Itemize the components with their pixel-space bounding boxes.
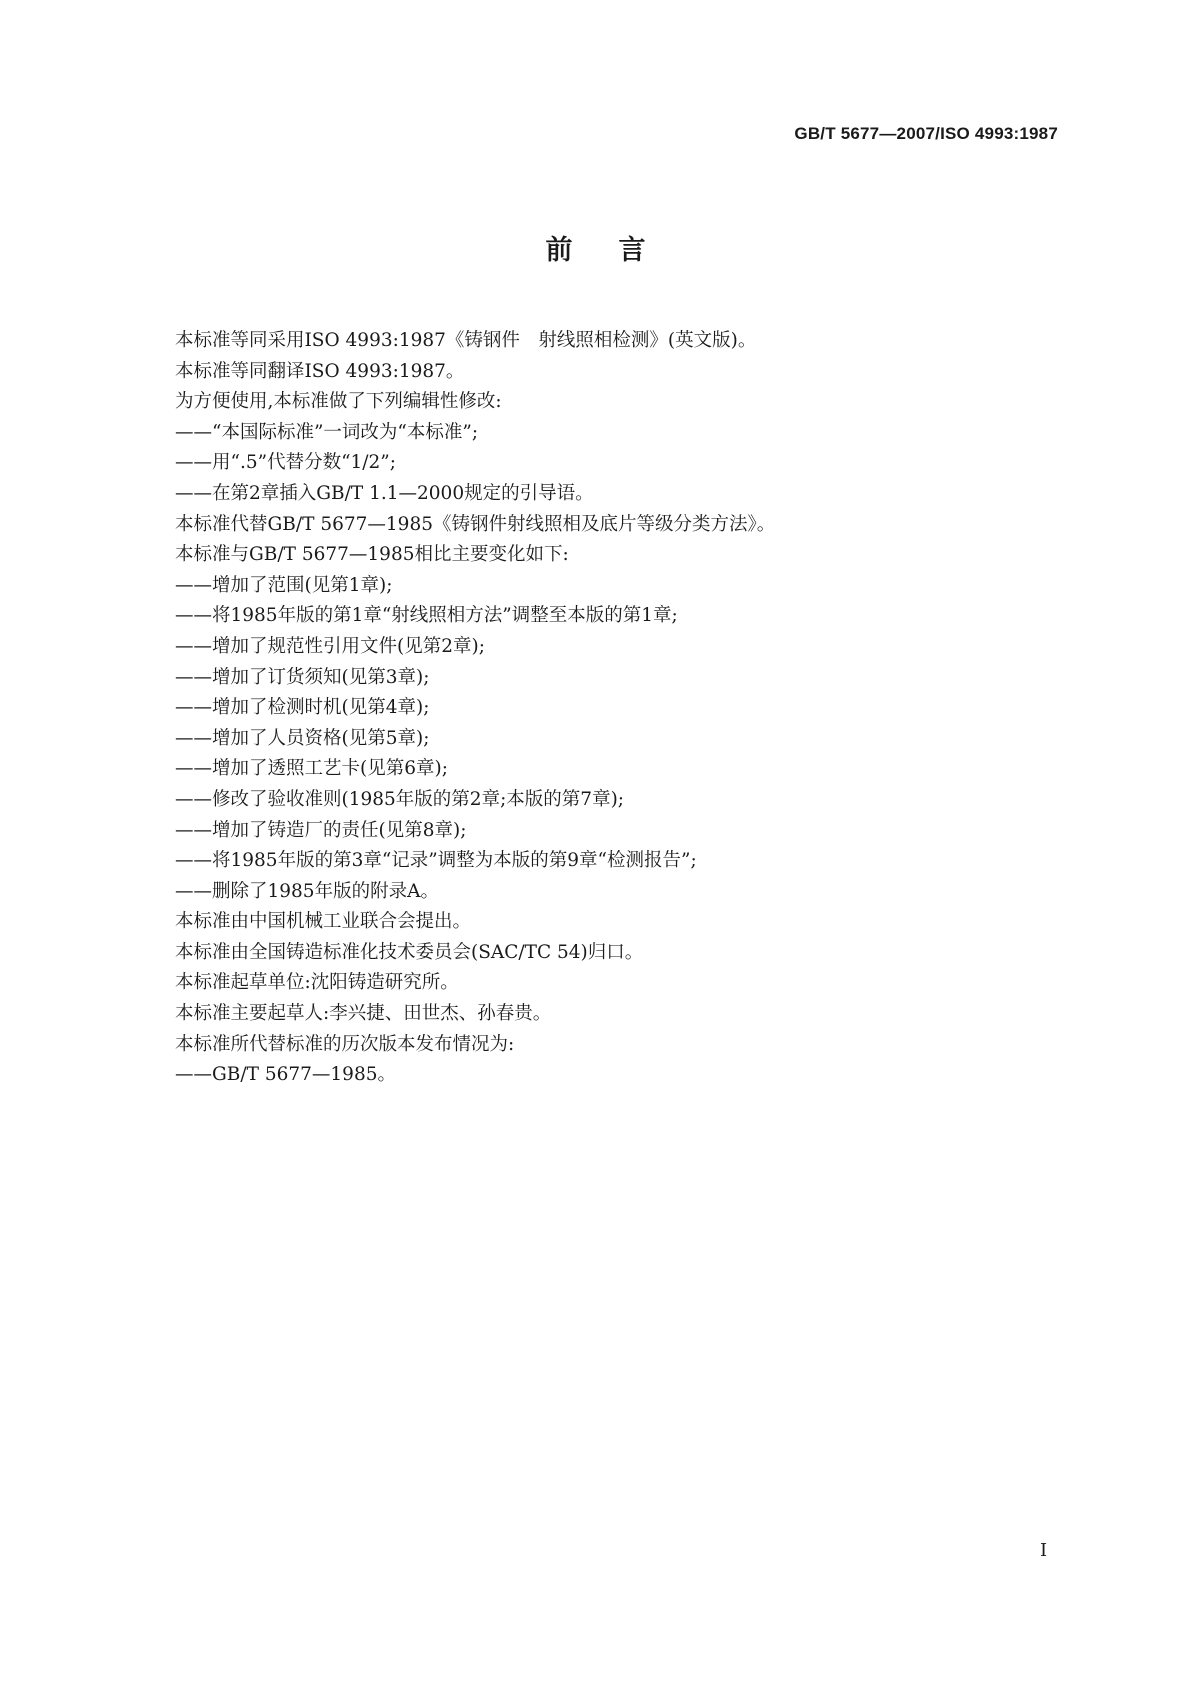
page-number: I [1040, 1540, 1048, 1561]
foreword-line: ——增加了铸造厂的责任(见第8章); [175, 819, 467, 841]
foreword-line: ——增加了订货须知(见第3章); [175, 666, 430, 688]
foreword-line: 本标准起草单位:沈阳铸造研究所。 [175, 972, 459, 994]
foreword-line: ——增加了透照工艺卡(见第6章); [175, 758, 448, 780]
foreword-line: ——增加了规范性引用文件(见第2章); [175, 635, 485, 657]
foreword-line: 本标准主要起草人:李兴捷、田世杰、孙春贵。 [175, 1003, 552, 1025]
foreword-line: ——删除了1985年版的附录A。 [175, 880, 439, 902]
foreword-line: ——修改了验收准则(1985年版的第2章;本版的第7章); [175, 788, 625, 810]
foreword-line: 本标准等同采用ISO 4993:1987《铸钢件 射线照相检测》(英文版)。 [175, 330, 757, 351]
standard-code-header: GB/T 5677—2007/ISO 4993:1987 [794, 124, 1058, 143]
foreword-line: ——增加了范围(见第1章); [175, 574, 393, 596]
foreword-line: 本标准由全国铸造标准化技术委员会(SAC/TC 54)归口。 [175, 941, 644, 963]
foreword-line: ——GB/T 5677—1985。 [175, 1064, 396, 1086]
foreword-line: 本标准所代替标准的历次版本发布情况为: [175, 1033, 515, 1055]
foreword-line: 本标准等同翻译ISO 4993:1987。 [175, 360, 465, 382]
foreword-line: ——增加了人员资格(见第5章); [175, 727, 430, 749]
foreword-line: ——增加了检测时机(见第4章); [175, 697, 430, 719]
foreword-line: ——用“.5”代替分数“1/2”; [175, 452, 396, 474]
foreword-line: ——将1985年版的第1章“射线照相方法”调整至本版的第1章; [175, 605, 678, 627]
foreword-body [175, 326, 1075, 1091]
foreword-line: 本标准由中国机械工业联合会提出。 [175, 911, 472, 933]
foreword-line: 为方便使用,本标准做了下列编辑性修改: [175, 391, 502, 413]
foreword-line: ——在第2章插入GB/T 1.1—2000规定的引导语。 [175, 482, 594, 504]
page-title: 前言 [545, 235, 692, 266]
foreword-line: ——将1985年版的第3章“记录”调整为本版的第9章“检测报告”; [175, 850, 697, 872]
foreword-line: ——“本国际标准”一词改为“本标准”; [175, 421, 479, 443]
foreword-line: 本标准代替GB/T 5677—1985《铸钢件射线照相及底片等级分类方法》。 [175, 513, 776, 535]
foreword-line: 本标准与GB/T 5677—1985相比主要变化如下: [175, 544, 569, 566]
